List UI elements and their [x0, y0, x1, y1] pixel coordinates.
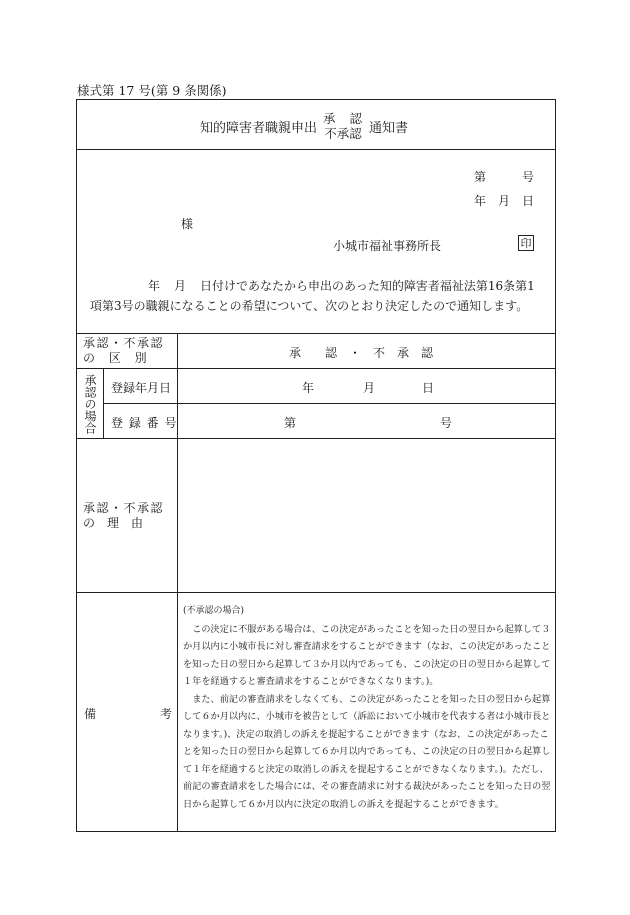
decision-value: 承 認 ・ 不 承 認 [289, 346, 434, 360]
decision-label [76, 336, 177, 366]
rule-approved-column [103, 368, 104, 438]
rule-regdate-bottom [103, 403, 556, 404]
issue-date-hi: 日 [522, 194, 535, 208]
decision-label-line2: の 区 別 [83, 351, 152, 365]
remarks-label-1: 備 [84, 707, 97, 721]
rule-decision-bottom [76, 368, 556, 369]
title-option-approve: 承 認 [323, 111, 367, 126]
title-option-reject: 不承認 [324, 126, 362, 141]
remarks-text [183, 603, 553, 813]
document-title [200, 109, 408, 143]
notice-date-nen: 年 [148, 279, 161, 293]
reason-label-line2: の 理 由 [83, 516, 144, 530]
issue-date-tsuki: 月 [498, 194, 511, 208]
notice-body: 日付けであなたから申出のあった知的障害者福祉法第16条第1項第3号の職親になることの希望について、次のとおり決定したので通知します。 [90, 279, 535, 313]
remarks-label-2: 考 [160, 707, 173, 721]
rule-reason-bottom [76, 592, 556, 593]
notice-date-tsuki: 月 [174, 279, 187, 293]
approved-case-text: 承認の場合 [83, 374, 97, 434]
registration-number-label: 登 録 番 号 [111, 416, 178, 430]
remarks-condition: (不承認の場合) [183, 606, 245, 616]
addressee-suffix: 様 [181, 217, 194, 231]
issuer-name: 小城市福祉事務所長 [333, 239, 442, 253]
registration-date-nen: 年 [302, 381, 315, 395]
doc-number-dai: 第 [474, 170, 487, 184]
title-prefix: 知的障害者職親申出 [200, 120, 318, 136]
registration-number-go: 号 [440, 416, 453, 430]
decision-label-line1: 承認・不承認 [83, 336, 165, 350]
doc-number-go: 号 [522, 170, 535, 184]
issue-date-nen: 年 [474, 194, 487, 208]
title-suffix: 通知書 [369, 120, 409, 136]
registration-date-tsuki: 月 [363, 381, 376, 395]
reason-field[interactable] [178, 439, 555, 591]
rule-title-bottom [76, 149, 556, 150]
seal-mark: 印 [518, 235, 534, 251]
notice-text [90, 276, 546, 316]
reason-label-line1: 承認・不承認 [83, 501, 165, 515]
registration-date-hi: 日 [422, 381, 435, 395]
form-number: 様式第 17 号(第 9 条関係) [77, 83, 227, 98]
registration-number-dai: 第 [284, 416, 297, 430]
rule-header-bottom [76, 333, 556, 334]
title-option-stack [319, 111, 367, 141]
remarks-paragraph-1: この決定に不服がある場合は、この決定があったことを知った日の翌日から起算して３か月以内に小城市長に対し審査請求をすることができます（なお、この決定があったことを知った日の翌日から起算して３か月以内であっても、この決定の日の翌日から起算して１年を経過すると審査請求をすることができなくなります。)。 [183, 623, 551, 687]
registration-date-label: 登録年月日 [111, 381, 172, 395]
approved-case-label [82, 374, 98, 437]
remarks-paragraph-2: また、前記の審査請求をしなくても、この決定があったことを知った日の翌日から起算して６か月以内に、小城市を被告として（訴訟において小城市を代表する者は小城市長となります。)、決定の取消しの訴えを提起することができます（なお、この決定があったことを知った日の翌日から起算して６か月以内であっても、この決定の日の翌日から起算して１年を経過すると決定の取消しの訴えを提起することができなくなります。)。ただし、前記の審査請求をした場合には、その審査請求に対する裁決があったことを知った日の翌日から起算して６か月以内に決定の取消しの訴えを提起することができます。 [183, 693, 551, 810]
reason-label [76, 501, 177, 531]
